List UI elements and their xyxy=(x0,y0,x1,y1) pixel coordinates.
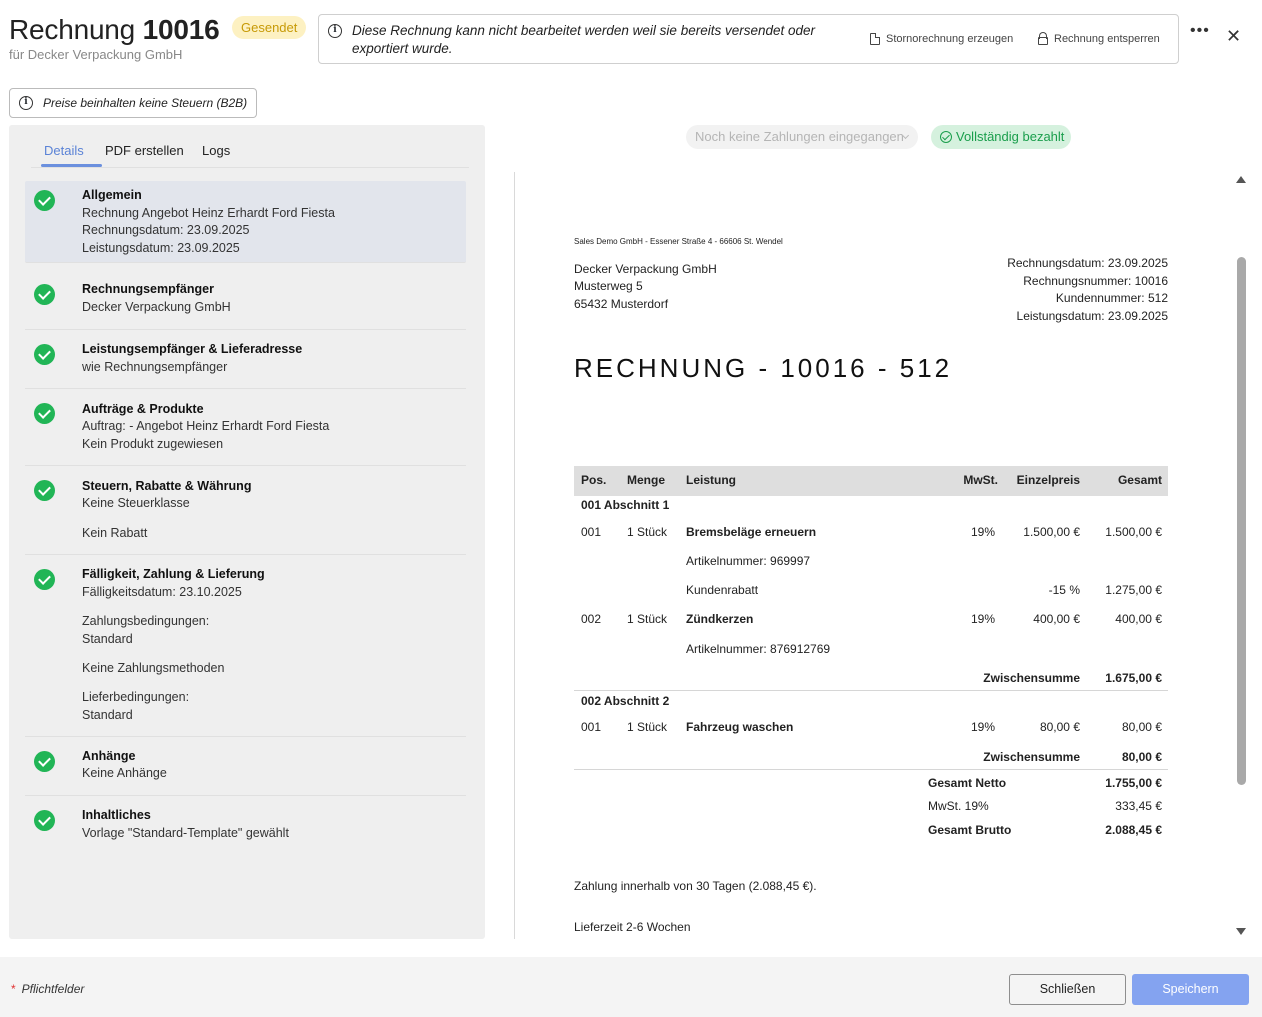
item-name: Fahrzeug waschen xyxy=(686,720,794,734)
column-header: MwSt. xyxy=(963,473,998,487)
check-icon xyxy=(34,190,55,211)
section-taxes-discounts[interactable] xyxy=(25,466,466,555)
section-title: Leistungsempfänger & Lieferadresse xyxy=(82,342,303,356)
tab-details[interactable]: Details xyxy=(44,143,84,158)
recipient-line: 65432 Musterdorf xyxy=(574,297,669,311)
item-qty: 1 Stück xyxy=(627,612,668,626)
item-article-number: Artikelnummer: 876912769 xyxy=(686,642,831,656)
required-star: * xyxy=(11,982,16,996)
section-line: Keine Zahlungsmethoden xyxy=(82,661,225,675)
invoice-meta-line: Leistungsdatum: 23.09.2025 xyxy=(1016,309,1168,323)
close-button[interactable]: Schließen xyxy=(1009,974,1126,1005)
create-cancellation-label: Stornorechnung erzeugen xyxy=(886,33,1014,45)
section-title: Fälligkeit, Zahlung & Lieferung xyxy=(82,567,265,581)
column-header: Pos. xyxy=(581,473,607,487)
check-icon xyxy=(34,480,55,501)
payments-dropdown[interactable] xyxy=(686,125,918,149)
section-title: Inhaltliches xyxy=(82,808,151,822)
subtotal-value: 1.675,00 € xyxy=(1105,671,1162,685)
section-line: Zahlungsbedingungen: xyxy=(82,614,210,628)
title-prefix: Rechnung xyxy=(9,14,136,45)
section-line: wie Rechnungsempfänger xyxy=(82,360,228,374)
item-pos: 001 xyxy=(581,525,602,539)
gross-total-value: 2.088,45 € xyxy=(1105,823,1162,837)
tab-logs[interactable]: Logs xyxy=(202,143,231,158)
paid-status-label: Vollständig bezahlt xyxy=(956,129,1065,144)
section-line: Auftrag: - Angebot Heinz Erhardt Ford Fiesta xyxy=(82,419,330,433)
unlock-icon xyxy=(1038,37,1048,45)
column-header: Menge xyxy=(627,473,666,487)
check-icon xyxy=(34,810,55,831)
info-icon: i xyxy=(328,24,342,38)
details-panel xyxy=(9,125,485,939)
section-line: Keine Anhänge xyxy=(82,766,167,780)
column-header: Leistung xyxy=(686,473,736,487)
section-line: Standard xyxy=(82,708,133,722)
active-tab-indicator xyxy=(41,164,102,167)
footer-bar xyxy=(0,957,1262,1017)
check-icon xyxy=(34,751,55,772)
section-line: Standard xyxy=(82,632,133,646)
page-title xyxy=(9,14,220,46)
discount-total: 1.275,00 € xyxy=(1105,583,1162,597)
item-name: Zündkerzen xyxy=(686,612,754,626)
delivery-terms: Lieferzeit 2-6 Wochen xyxy=(574,920,691,934)
item-total: 1.500,00 € xyxy=(1105,525,1162,539)
tax-notice-text: Preise beinhalten keine Steuern (B2B) xyxy=(43,96,248,110)
section-heading: 001 Abschnitt 1 xyxy=(581,498,670,512)
subtotal-label: Zwischensumme xyxy=(983,750,1080,764)
item-name: Bremsbeläge erneuern xyxy=(686,525,817,539)
required-fields-note xyxy=(11,982,84,996)
item-pos: 001 xyxy=(581,720,602,734)
section-content[interactable] xyxy=(25,796,466,856)
section-line: Kein Produkt zugewiesen xyxy=(82,437,224,451)
discount-value: -15 % xyxy=(1048,583,1080,597)
preview-divider xyxy=(514,172,515,939)
invoice-number: 10016 xyxy=(142,14,220,45)
recipient-line: Decker Verpackung GmbH xyxy=(574,262,717,276)
section-title: Anhänge xyxy=(82,749,136,763)
payments-dropdown-label: Noch keine Zahlungen eingegangen xyxy=(695,129,904,144)
scroll-up-arrow-icon[interactable] xyxy=(1236,176,1246,183)
item-unit-price: 1.500,00 € xyxy=(1023,525,1080,539)
discount-label: Kundenrabatt xyxy=(686,583,759,597)
section-line: Fälligkeitsdatum: 23.10.2025 xyxy=(82,585,242,599)
status-badge: Gesendet xyxy=(232,16,306,39)
section-title: Steuern, Rabatte & Währung xyxy=(82,479,252,493)
section-invoice-recipient[interactable] xyxy=(25,268,466,330)
item-vat: 19% xyxy=(970,720,995,734)
section-line: Decker Verpackung GmbH xyxy=(82,300,231,314)
section-general[interactable] xyxy=(25,181,466,263)
info-icon: i xyxy=(19,96,33,110)
tab-bar xyxy=(31,136,469,168)
section-attachments[interactable] xyxy=(25,737,466,796)
item-qty: 1 Stück xyxy=(627,720,668,734)
divider xyxy=(574,769,1168,770)
unlock-invoice-button[interactable] xyxy=(1038,33,1160,45)
invoice-meta-line: Rechnungsdatum: 23.09.2025 xyxy=(1007,256,1168,270)
vat-total-label: MwSt. 19% xyxy=(928,799,989,813)
check-icon xyxy=(34,344,55,365)
section-due-payment-delivery[interactable] xyxy=(25,555,466,737)
check-circle-icon xyxy=(940,131,952,143)
section-line: Vorlage "Standard-Template" gewählt xyxy=(82,826,289,840)
subtotal-value: 80,00 € xyxy=(1121,750,1162,764)
item-vat: 19% xyxy=(970,525,995,539)
sender-line: Sales Demo GmbH - Essener Straße 4 - 66606 St. Wendel xyxy=(574,237,783,246)
check-icon xyxy=(34,569,55,590)
section-title: Rechnungsempfänger xyxy=(82,282,214,296)
item-vat: 19% xyxy=(970,612,995,626)
net-total-value: 1.755,00 € xyxy=(1105,776,1162,790)
column-header: Einzelpreis xyxy=(1016,473,1080,487)
gross-total-label: Gesamt Brutto xyxy=(928,823,1012,837)
page-subtitle: für Decker Verpackung GmbH xyxy=(9,47,183,62)
unlock-invoice-label: Rechnung entsperren xyxy=(1054,33,1160,45)
paid-status-badge xyxy=(931,125,1071,149)
section-line: Rechnung Angebot Heinz Erhardt Ford Fiesta xyxy=(82,206,335,220)
tab-pdf[interactable]: PDF erstellen xyxy=(105,143,184,158)
section-title: Aufträge & Produkte xyxy=(82,402,204,416)
section-heading: 002 Abschnitt 2 xyxy=(581,694,670,708)
tax-notice xyxy=(9,88,257,118)
section-line: Keine Steuerklasse xyxy=(82,496,190,510)
invoice-meta-line: Kundennummer: 512 xyxy=(1055,291,1168,305)
required-fields-label: Pflichtfelder xyxy=(21,982,85,996)
column-header: Gesamt xyxy=(1117,473,1162,487)
recipient-line: Musterweg 5 xyxy=(574,279,643,293)
item-pos: 002 xyxy=(581,612,602,626)
subtotal-label: Zwischensumme xyxy=(983,671,1080,685)
item-unit-price: 80,00 € xyxy=(1039,720,1080,734)
section-line: Rechnungsdatum: 23.09.2025 xyxy=(82,223,250,237)
locked-notice xyxy=(318,14,1179,64)
item-total: 80,00 € xyxy=(1121,720,1162,734)
document-icon xyxy=(870,33,880,45)
item-unit-price: 400,00 € xyxy=(1033,612,1080,626)
vat-total-value: 333,45 € xyxy=(1115,799,1162,813)
scrollbar-thumb[interactable] xyxy=(1237,257,1246,785)
section-line: Kein Rabatt xyxy=(82,526,148,540)
payment-terms: Zahlung innerhalb von 30 Tagen (2.088,45 €). xyxy=(574,879,817,893)
scroll-down-arrow-icon[interactable] xyxy=(1236,928,1246,935)
item-qty: 1 Stück xyxy=(627,525,668,539)
check-icon xyxy=(34,284,55,305)
invoice-heading: RECHNUNG - 10016 - 512 xyxy=(574,353,953,383)
item-article-number: Artikelnummer: 969997 xyxy=(686,554,811,568)
save-button[interactable]: Speichern xyxy=(1132,974,1249,1005)
section-orders-products[interactable] xyxy=(25,389,466,466)
section-line: Lieferbedingungen: xyxy=(82,690,190,704)
section-line: Leistungsdatum: 23.09.2025 xyxy=(82,241,240,255)
section-service-recipient[interactable] xyxy=(25,330,466,389)
create-cancellation-button[interactable] xyxy=(870,33,1013,45)
section-title: Allgemein xyxy=(82,188,142,202)
more-options-icon[interactable]: ••• xyxy=(1190,22,1210,39)
locked-notice-text: Diese Rechnung kann nicht bearbeitet werden weil sie bereits versendet oder exportiert wurde. xyxy=(352,23,816,56)
divider xyxy=(574,690,1168,691)
invoice-meta-line: Rechnungsnummer: 10016 xyxy=(1023,274,1168,288)
close-icon[interactable]: ✕ xyxy=(1226,26,1242,46)
check-icon xyxy=(34,403,55,424)
item-total: 400,00 € xyxy=(1115,612,1162,626)
net-total-label: Gesamt Netto xyxy=(928,776,1007,790)
